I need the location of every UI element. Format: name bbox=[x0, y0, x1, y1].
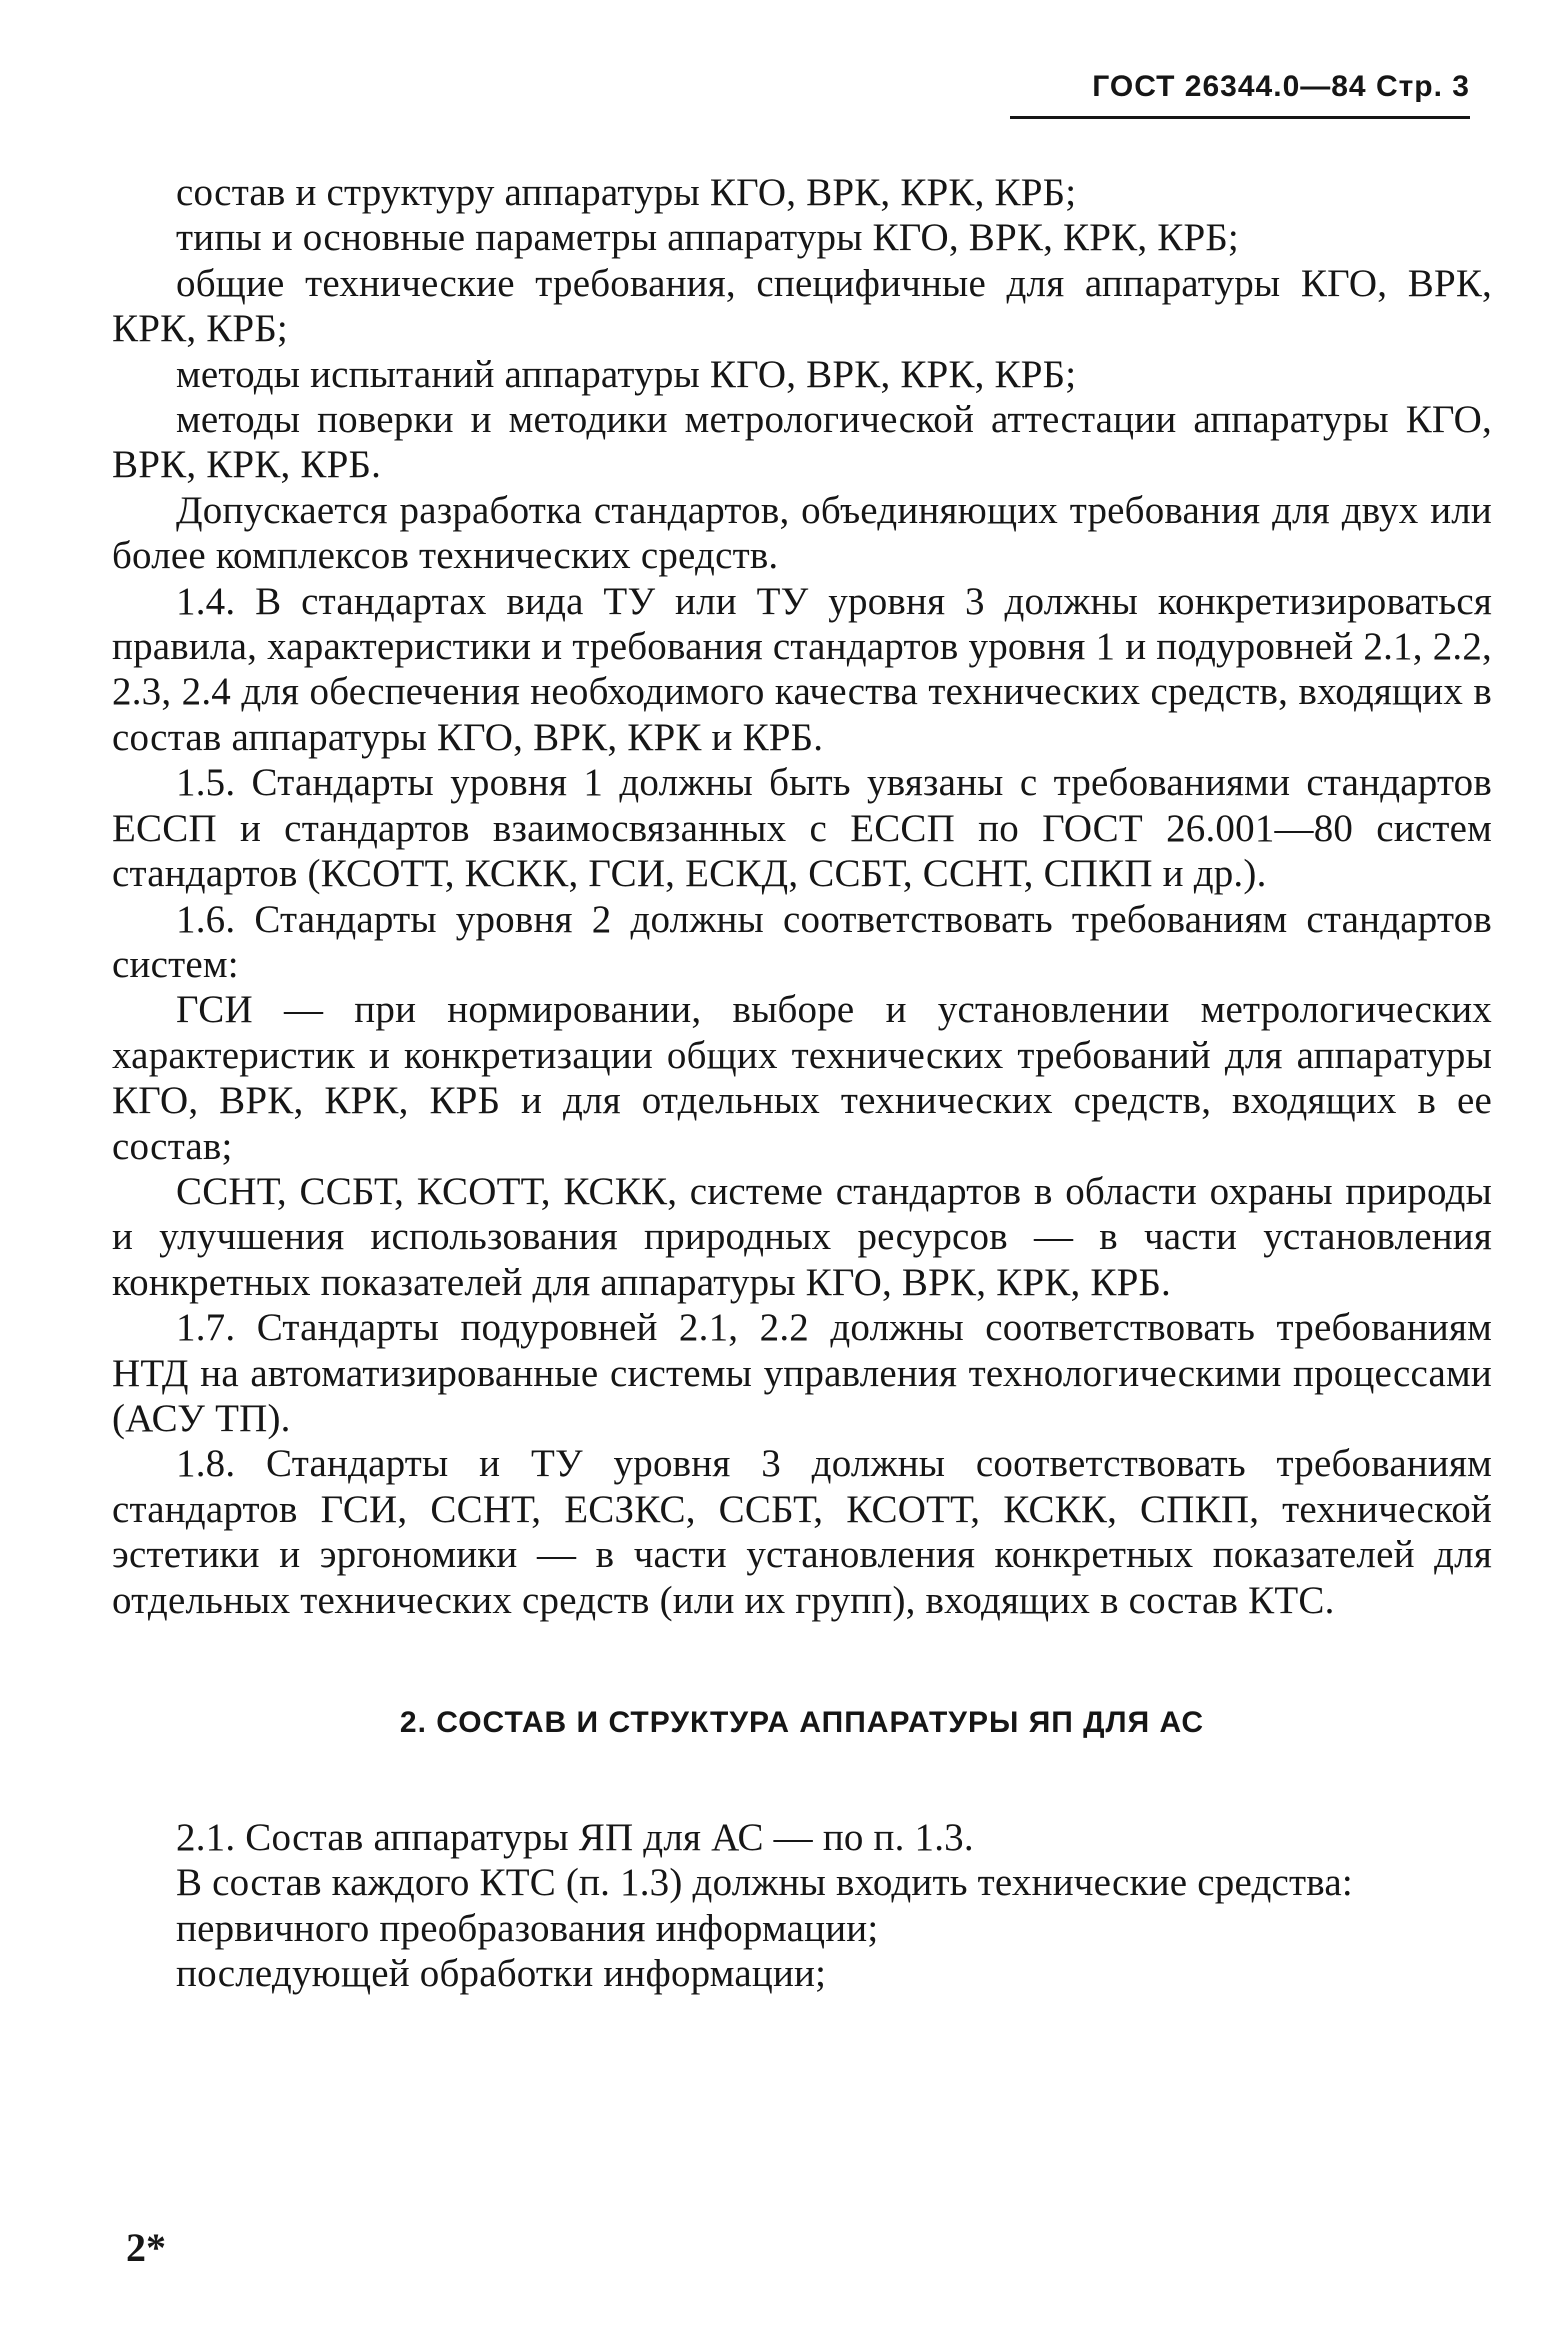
paragraph-2-1: 2.1. Состав аппаратуры ЯП для АС — по п. 1.3. bbox=[176, 1816, 974, 1859]
document-body bbox=[112, 170, 1492, 1997]
paragraph: состав и структуру аппаратуры КГО, ВРК, КРК, КРБ; bbox=[176, 171, 1077, 214]
paragraph: типы и основные параметры аппаратуры КГО, ВРК, КРК, КРБ; bbox=[176, 216, 1239, 260]
paragraph: ССНТ, ССБТ, КСОТТ, КСКК, системе стандартов в области охраны природы и улучшения использования природных ресурсов — в части установления конкретных показателей для аппаратуры КГО, ВРК, КРК, КРБ. bbox=[112, 1169, 1492, 1304]
paragraph: первичного преобразования информации; bbox=[176, 1906, 879, 1950]
paragraph: ГСИ — при нормировании, выборе и установлении метрологических характеристик и конкретизации общих технических требований для аппаратуры КГО, ВРК, КРК, КРБ и для отдельных технических средств, входящих в ее состав; bbox=[112, 988, 1492, 1168]
signature-mark: 2* bbox=[126, 2225, 166, 2270]
paragraph: В состав каждого КТС (п. 1.3) должны входить технические средства: bbox=[176, 1861, 1353, 1905]
paragraph: общие технические требования, специфичные для аппаратуры КГО, ВРК, КРК, КРБ; bbox=[112, 261, 1492, 351]
paragraph-1-7: 1.7. Стандарты подуровней 2.1, 2.2 должны соответствовать требованиям НТД на автоматизированные системы управления технологическими процессами (АСУ ТП). bbox=[112, 1306, 1492, 1440]
paragraph: Допускается разработка стандартов, объединяющих требования для двух или более комплексов технических средств. bbox=[112, 488, 1492, 578]
paragraph-1-6: 1.6. Стандарты уровня 2 должны соответствовать требованиям стандартов систем: bbox=[112, 897, 1492, 986]
paragraph: методы поверки и методики метрологической аттестации аппаратуры КГО, ВРК, КРК, КРБ. bbox=[112, 398, 1492, 487]
paragraph-1-5: 1.5. Стандарты уровня 1 должны быть увязаны с требованиями стандартов ЕССП и стандартов взаимосвязанных с ЕССП по ГОСТ 26.001—80 систем стандартов (КСОТТ, КСКК, ГСИ, ЕСКД, ССБТ, ССНТ, СПКП и др.). bbox=[112, 761, 1492, 896]
header-rule bbox=[1010, 116, 1470, 119]
paragraph: последующей обработки информации; bbox=[176, 1952, 827, 1996]
paragraph-1-4: 1.4. В стандартах вида ТУ или ТУ уровня 3 должны конкретизироваться правила, характеристики и требования стандартов уровня 1 и подуровней 2.1, 2.2, 2.3, 2.4 для обеспечения необходимого качества технических средств, входящих в состав аппаратуры КГО, ВРК, КРК и КРБ. bbox=[112, 579, 1492, 759]
paragraph-1-8: 1.8. Стандарты и ТУ уровня 3 должны соответствовать требованиям стандартов ГСИ, ССНТ, ЕСЗКС, ССБТ, КСОТТ, КСКК, СПКП, технической эстетики и эргономики — в части установления конкретных показателей для отдельных технических средств (или их групп), входящих в состав КТС. bbox=[112, 1442, 1492, 1622]
page-header: ГОСТ 26344.0—84 Стр. 3 bbox=[1092, 70, 1470, 103]
paragraph: методы испытаний аппаратуры КГО, ВРК, КРК, КРБ; bbox=[176, 352, 1077, 396]
section-heading: 2. СОСТАВ И СТРУКТУРА АППАРАТУРЫ ЯП ДЛЯ АС bbox=[399, 1706, 1205, 1739]
